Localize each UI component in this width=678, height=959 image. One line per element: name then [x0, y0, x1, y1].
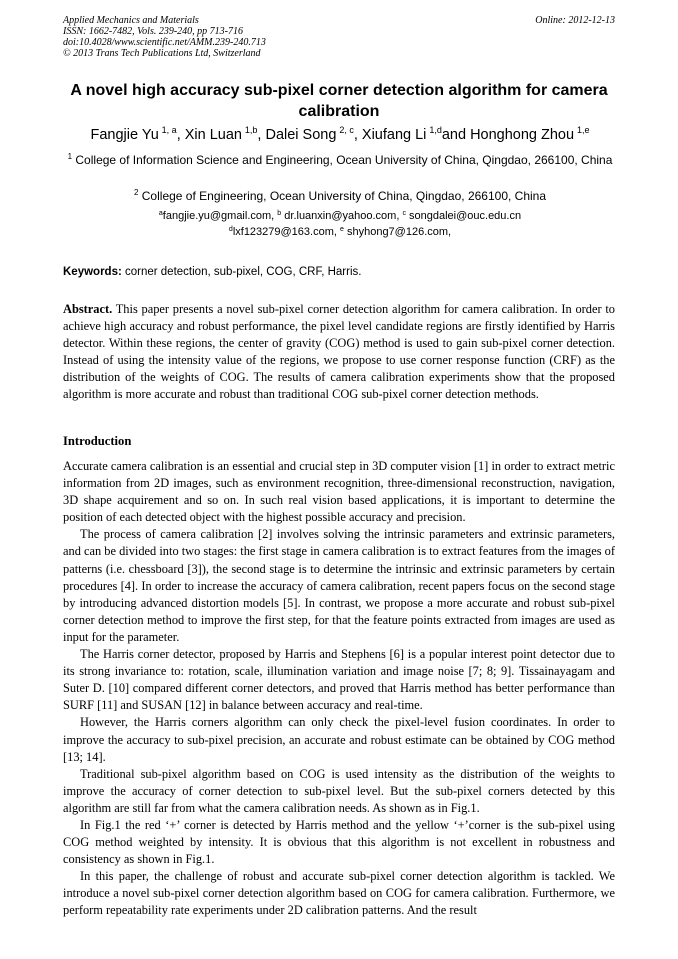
paragraph: Accurate camera calibration is an essential and crucial step in 3D computer vision [1] in order to extract metric information from 2D images, such as environment recognition, three-dimensional reconstruction, navigation, 3D shape acquirement and so on. In such real vision based applications, it is important to determine the position of each detected object with the highest possible accuracy and precision. [63, 459, 615, 525]
online-date: Online: 2012-12-13 [535, 15, 615, 26]
paragraph: However, the Harris corners algorithm can only check the pixel-level fusion coordinates. In order to improve the accuracy to sub-pixel precision, an accurate and robust estimate can be obtained by COG method [13; 14]. [63, 715, 615, 764]
author-sup: 1, a [161, 125, 177, 135]
abstract-text: This paper presents a novel sub-pixel corner detection algorithm for camera calibration. In order to achieve high accuracy and robust performance, the pixel level candidate regions are firstly identified by Harris detector. Within these regions, the center of gravity (COG) method is used to gain sub-pixel corner detection. Instead of using the intensity value of the regions, we propose to use corner response function (CRF) as the distribution of the weights of COG. The results of camera calibration experiments show that the proposed algorithm is more accurate and robust than traditional COG sub-pixel corner detection methods. [63, 302, 615, 402]
email-sup: b [277, 210, 282, 217]
author-name: Fangjie Yu [90, 127, 159, 143]
email-sup: a [158, 210, 163, 217]
abstract-paragraph [63, 301, 615, 404]
author-sup: 1,b [244, 125, 258, 135]
keywords-text: corner detection, sub-pixel, COG, CRF, Harris. [125, 266, 362, 278]
journal-name: Applied Mechanics and Materials [63, 15, 199, 26]
affiliation-sup: 1 [67, 152, 73, 161]
journal-header [63, 15, 615, 59]
journal-copyright: © 2013 Trans Tech Publications Ltd, Switzerland [63, 48, 261, 59]
author-name: Dalei Song [265, 127, 337, 143]
keywords-label: Keywords: [63, 266, 122, 278]
affiliation-2 [60, 185, 620, 204]
paragraph: In Fig.1 the red ‘+’ corner is detected by Harris method and the yellow ‘+’corner is the sub-pixel using COG method weighted by intensity. It is obvious that this algorithm is not excellent in robustness and consistency as shown in Fig.1. [63, 817, 615, 867]
paragraph: Traditional sub-pixel algorithm based on COG is used intensity as the distribution of the weights to improve the accuracy of corner detection to sub-pixel level. But the sub-pixel corners detected by this algorithm are still far from what the camera calibration needs. As shown as in Fig.1. [63, 766, 615, 815]
author-name: Xin Luan [184, 127, 242, 143]
email-link[interactable]: shyhong7@126.com [346, 226, 449, 238]
email-list [60, 207, 620, 239]
abstract-label: Abstract. [63, 302, 113, 316]
abstract [63, 301, 615, 404]
email-sup: e [340, 226, 344, 233]
author-sup: 1,e [576, 125, 590, 135]
email-line-1: $^a$fangjie.yu@gmail.com, $^b$ dr.luanxin@yahoo.com, $^c$ songdalei@ouc.edu.cn [158, 210, 522, 222]
email-line-2: $^d$lxf123279@163.com, $^e$ shyhong7@126.com, [228, 226, 452, 238]
affiliation-1 [60, 149, 620, 168]
author-sup: 1,d [429, 125, 442, 135]
journal-issn: ISSN: 1662-7482, Vols. 239-240, pp 713-716 [63, 26, 243, 37]
paragraph: The process of camera calibration [2] involves solving the intrinsic parameters and extrinsic parameters, and can be divided into two stages: the first stage in camera calibration is to extract features from the images of patterns (i.e. chessboard [3]), the second stage is to determine the intrinsic and extrinsic parameters by certain procedures [4]. In order to increase the accuracy of camera calibration, recent papers focus on the second stage by introducing advanced distortion models [5]. In contrast, we propose a more accurate and robust sub-pixel corner detection method to improve the first step, for that the feature points extracted from images are used as input for the parameter. [63, 527, 615, 644]
email-link[interactable]: fangjie.yu@gmail.com [162, 210, 272, 222]
author-sup: 2, c [339, 125, 354, 135]
paragraph: In this paper, the challenge of robust and accurate sub-pixel corner detection algorithm is tackled. We introduce a novel sub-pixel corner detection algorithm based on COG for camera calibration. Furthermore, we perform repeatability rate experiments under 2D calibration patterns. And the result [63, 869, 615, 918]
affiliation-text: College of Engineering, Ocean University of China, Qingdao, 266100, China [141, 189, 547, 203]
journal-doi: doi:10.4028/www.scientific.net/AMM.239-240.713 [63, 37, 266, 48]
author-name: Xiufang Li [361, 127, 427, 143]
paragraph: The Harris corner detector, proposed by Harris and Stephens [6] is a popular interest point detector due to its strong invariance to: rotation, scale, illumination variation and image noise [7; 8; 9]. Tissainayagam and Suter D. [10] compared different corner detectors, and proved that Harris method has better performance than SURF [11] and SUSAN [12] in balance between accuracy and real-time. [63, 647, 615, 713]
paper-title: A novel high accuracy sub-pixel corner detection algorithm for camera calibration [70, 82, 608, 120]
author-name: Honghong Zhou [470, 127, 575, 143]
affiliation-text: College of Information Science and Engineering, Ocean University of China, Qingdao, 266100, China [75, 153, 613, 167]
email-sup: d [228, 226, 233, 233]
introduction-body [63, 458, 615, 920]
email-sup: c [402, 210, 406, 217]
email-link[interactable]: dr.luanxin@yahoo.com [284, 210, 397, 222]
keywords [63, 265, 615, 279]
affiliation-sup: 2 [133, 188, 139, 197]
email-link[interactable]: songdalei@ouc.edu.cn [409, 210, 522, 222]
section-heading-introduction: Introduction [63, 434, 132, 448]
email-link[interactable]: lxf123279@163.com [232, 226, 334, 238]
author-list: Fangjie Yu $^{1, a}$, Xin Luan $^{1,b}$, Dalei Song $^{2, c}$, Xiufang Li $^{1,d}$and Honghong Zhou $^{1,e}$ [90, 125, 590, 143]
